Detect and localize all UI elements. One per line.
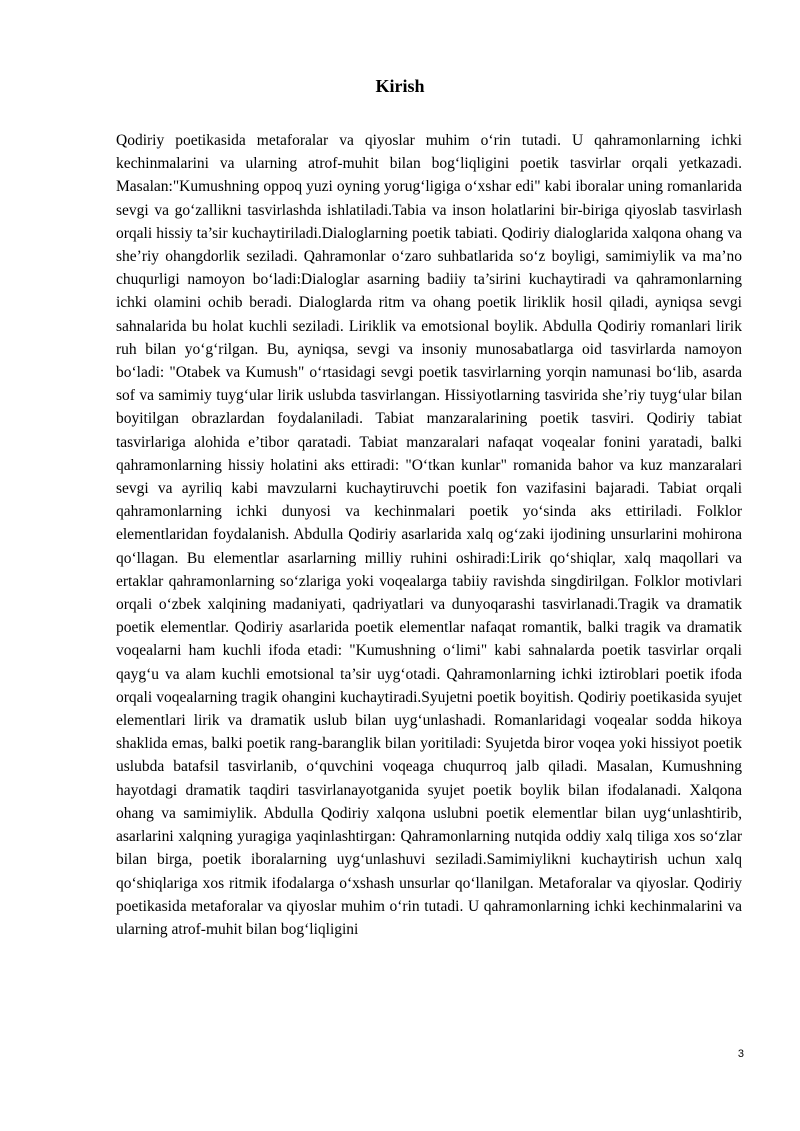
body-paragraph: Qodiriy poetikasida metaforalar va qiyoslar muhim o‘rin tutadi. U qahramonlarning ichki kechinmalarini va ularning atrof-muhit bilan bog‘liqligini poetik tasvirlar orqali yetkazadi. Masalan:"Kumushning oppoq yuzi oyning yorug‘ligiga o‘xshar edi" kabi iboralar uning romanlarida sevgi va go‘zallikni tasvirlashda ishlatiladi.Tabia va inson holatlarini bir-biriga qiyoslab tasvirlash orqali hissiy ta’sir kuchaytiriladi.Dialoglarning poetik tabiati. Qodiriy dialoglarida xalqona ohang va she’riy ohangdorlik seziladi. Qahramonlar o‘zaro suhbatlarida so‘z boyligi, samimiylik va ma’no chuqurligi namoyon bo‘ladi:Dialoglar asarning badiiy ta’sirini kuchaytiradi va qahramonlarning ichki olamini ochib beradi. Dialoglarda ritm va ohang poetik liriklik hosil qiladi, ayniqsa sevgi sahnalarida bu holat kuchli seziladi. Liriklik va emotsional boylik. Abdulla Qodiriy romanlari lirik ruh bilan yo‘g‘rilgan. Bu, ayniqsa, sevgi va insoniy munosabatlarga oid tasvirlarda namoyon bo‘ladi: "Otabek va Kumush" o‘rtasidagi sevgi poetik tasvirlarning yorqin namunasi bo‘lib, asarda sof va samimiy tuyg‘ular lirik uslubda tasvirlangan. Hissiyotlarning tasvirida she’riy tuyg‘ular bilan boyitilgan obrazlardan foydalaniladi. Tabiat manzaralarining poetik tasviri. Qodiriy tabiat tasvirlariga alohida e’tibor qaratadi. Tabiat manzaralari nafaqat voqealar fonini yaratadi, balki qahramonlarning hissiy holatini aks ettiradi: "O‘tkan kunlar" romanida bahor va kuz manzaralari sevgi va ayriliq kabi mavzularni kuchaytiruvchi poetik fon vazifasini bajaradi. Tabiat orqali qahramonlarning ichki dunyosi va kechinmalari poetik yo‘sinda aks ettiriladi. Folklor elementlaridan foydalanish. Abdulla Qodiriy asarlarida xalq og‘zaki ijodining unsurlarini mohirona qo‘llagan. Bu elementlar asarlarning milliy ruhini oshiradi:Lirik qo‘shiqlar, xalq maqollari va ertaklar qahramonlarning so‘zlariga yoki voqealarga tabiiy ravishda singdirilgan. Folklor motivlari orqali o‘zbek xalqining madaniyati, qadriyatlari va dunyoqarashi tasvirlanadi.Tragik va dramatik poetik elementlar. Qodiriy asarlarida poetik elementlar nafaqat romantik, balki tragik va dramatik voqealarni ham kuchli ifoda etadi: "Kumushning o‘limi" kabi sahnalarda poetik tasvirlar orqali qayg‘u va alam kuchli emotsional ta’sir uyg‘otadi. Qahramonlarning ichki iztiroblari poetik ifoda orqali voqealarning tragik ohangini kuchaytiradi.Syujetni poetik boyitish. Qodiriy poetikasida syujet elementlari lirik va dramatik uslub bilan uyg‘unlashadi. Romanlaridagi voqealar sodda hikoya shaklida emas, balki poetik rang-baranglik bilan yoritiladi: Syujetda biror voqea yoki hissiyot poetik uslubda batafsil tasvirlanib, o‘quvchini voqeaga chuqurroq jalb qiladi. Masalan, Kumushning hayotdagi dramatik taqdiri tasvirlanayotganida syujet poetik boylik bilan ifodalanadi. Xalqona ohang va samimiylik. Abdulla Qodiriy xalqona uslubni poetik elementlar bilan uyg‘unlashtirib, asarlarini xalqning yuragiga yaqinlashtirgan: Qahramonlarning nutqida oddiy xalq tiliga xos so‘zlar bilan birga, poetik iboralarning uyg‘unlashuvi seziladi.Samimiylikni kuchaytirish uchun xalq qo‘shiqlariga xos ritmik ifodalarga o‘xshash unsurlar qo‘llanilgan. Metaforalar va qiyoslar. Qodiriy poetikasida metaforalar va qiyoslar muhim o‘rin tutadi. U qahramonlarning ichki kechinmalarini va ularning atrof-muhit bilan bog‘liqligini: [116, 132, 742, 938]
page-number: 3: [737, 1048, 744, 1060]
page-title: Kirish: [375, 76, 425, 96]
